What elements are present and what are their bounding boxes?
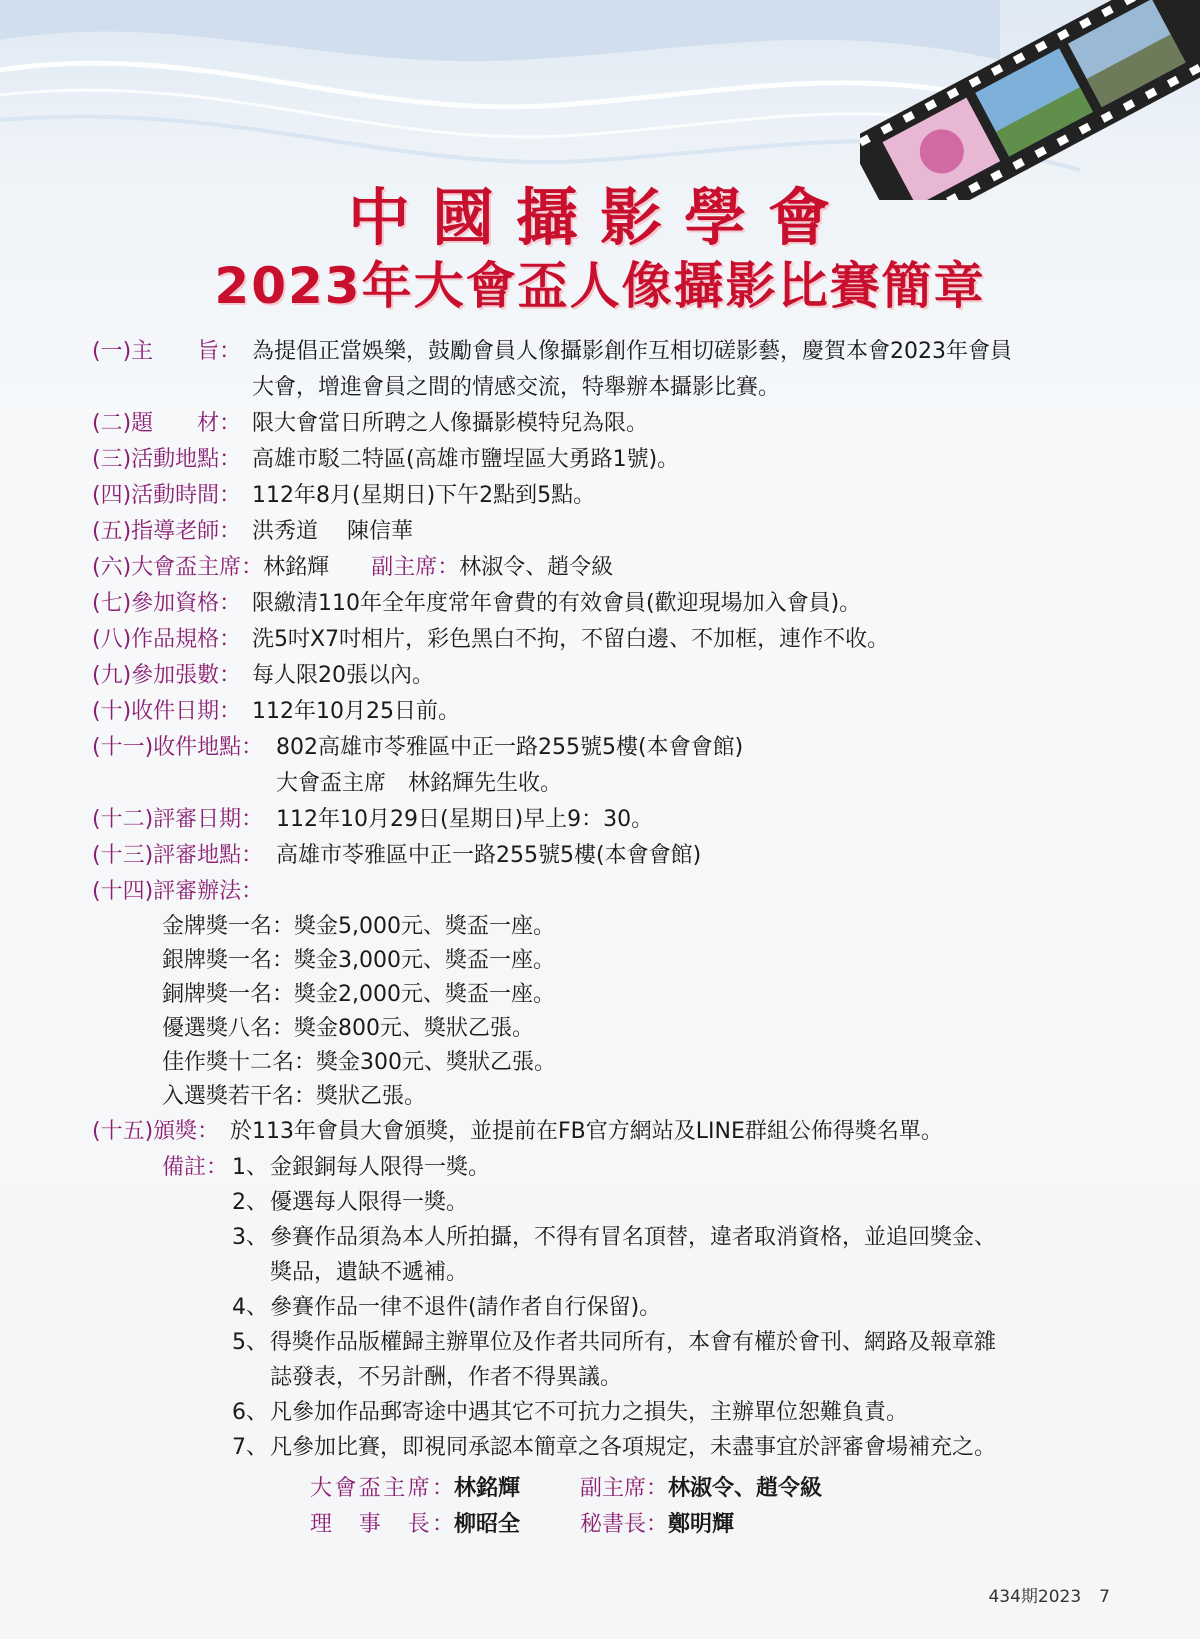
item-text: 112年8月(星期日)下午2點到5點。	[252, 483, 596, 508]
item-label: (九)參加張數：	[92, 663, 242, 688]
item-judging-date	[92, 802, 1142, 838]
note-number: 3、	[232, 1225, 268, 1250]
signature-role: 秘書長：	[580, 1512, 669, 1537]
note-number: 2、	[232, 1190, 268, 1215]
item-text: 每人限20張以內。	[252, 663, 434, 688]
item-instructors	[92, 514, 1142, 550]
item-label: (十二)評審日期：	[92, 807, 264, 832]
item-label: (十一)收件地點：	[92, 735, 264, 760]
item-judging-venue	[92, 838, 1142, 874]
item-label: (四)活動時間：	[92, 483, 242, 508]
item-text: 洗5吋X7吋相片，彩色黑白不拘，不留白邊、不加框，連作不收。	[252, 627, 890, 652]
note-text: 凡參加作品郵寄途中遇其它不可抗力之損失，主辦單位恕難負責。	[270, 1400, 909, 1425]
award-silver: 銀牌獎一名：獎金3,000元、獎盃一座。	[162, 948, 555, 973]
item-subject	[92, 406, 1142, 442]
item-label: (十三)評審地點：	[92, 843, 264, 868]
page-title: 中國攝影學會	[347, 181, 852, 254]
signature-role: 大會盃主席：	[310, 1476, 454, 1501]
note-text: 得獎作品版權歸主辦單位及作者共同所有，本會有權於會刊、網路及報章雜	[270, 1330, 997, 1355]
note-text: 凡參加比賽，即視同承認本簡章之各項規定，未盡事宜於評審會場補充之。	[270, 1435, 997, 1460]
item-label: (八)作品規格：	[92, 627, 242, 652]
item-eligibility	[92, 586, 1142, 622]
item-text: 林銘輝	[263, 555, 330, 580]
signature-name: 林銘輝	[454, 1476, 521, 1501]
award-merit: 佳作獎十二名：獎金300元、獎狀乙張。	[162, 1050, 556, 1075]
item-label: (十四)評審辦法：	[92, 879, 264, 904]
item-label: (五)指導老師：	[92, 519, 242, 544]
note-item-continued	[232, 1360, 996, 1395]
note-text: 參賽作品須為本人所拍攝，不得有冒名頂替，違者取消資格，並追回獎金、	[270, 1225, 997, 1250]
note-item-continued	[232, 1255, 996, 1290]
rules-content	[92, 334, 1142, 1543]
note-number: 6、	[232, 1400, 268, 1425]
item-text: 112年10月25日前。	[252, 699, 460, 724]
item-text: 限繳清110年全年度常年會費的有效會員(歡迎現場加入會員)。	[252, 591, 862, 616]
page-footer	[970, 1582, 1110, 1607]
award-bronze: 銅牌獎一名：獎金2,000元、獎盃一座。	[162, 982, 555, 1007]
item-text: 大會盃主席 林銘輝先生收。	[276, 771, 563, 796]
note-number: 5、	[232, 1330, 268, 1355]
signature-role: 理 事 長：	[310, 1512, 454, 1537]
item-text: 802高雄市苓雅區中正一路255號5樓(本會會館)	[276, 735, 744, 760]
item-label: (七)參加資格：	[92, 591, 242, 616]
item-judging-method	[92, 874, 1142, 910]
item-mail-address	[92, 730, 1142, 802]
signatures	[310, 1471, 1142, 1543]
item-awarding	[92, 1114, 1142, 1150]
item-text: 限大會當日所聘之人像攝影模特兒為限。	[252, 411, 649, 436]
item-deadline	[92, 694, 1142, 730]
vice-chairman-value: 林淑令、趙令級	[459, 555, 614, 580]
page-number: 7	[1099, 1587, 1110, 1607]
signature-row	[310, 1471, 1142, 1507]
item-label: (六)大會盃主席：	[92, 555, 264, 580]
award-selected: 入選獎若干名：獎狀乙張。	[162, 1084, 427, 1109]
note-item	[232, 1325, 996, 1360]
issue-number: 434期2023	[988, 1587, 1082, 1607]
item-text: 112年10月29日(星期日)早上9：30。	[276, 807, 654, 832]
notes-section	[162, 1150, 1142, 1465]
note-number: 4、	[232, 1295, 268, 1320]
item-label: (一)主 旨：	[92, 339, 242, 364]
note-text: 參賽作品一律不退件(請作者自行保留)。	[270, 1295, 662, 1320]
signature-name: 鄭明輝	[668, 1512, 735, 1537]
item-label: (二)題 材：	[92, 411, 242, 436]
item-text: 大會，增進會員之間的情感交流，特舉辦本攝影比賽。	[252, 375, 781, 400]
item-venue	[92, 442, 1142, 478]
signature-name: 柳昭全	[454, 1512, 521, 1537]
item-chairman	[92, 550, 1142, 586]
note-item	[232, 1220, 996, 1255]
item-time	[92, 478, 1142, 514]
item-text: 高雄市苓雅區中正一路255號5樓(本會會館)	[276, 843, 702, 868]
item-label: (三)活動地點：	[92, 447, 242, 472]
signature-row	[310, 1507, 1142, 1543]
item-text: 於113年會員大會頒獎，並提前在FB官方網站及LINE群組公佈得獎名單。	[230, 1119, 943, 1144]
note-item	[232, 1430, 996, 1465]
notes-label: 備註：	[162, 1155, 229, 1180]
note-item	[232, 1395, 996, 1430]
item-label: (十)收件日期：	[92, 699, 242, 724]
item-spec	[92, 622, 1142, 658]
item-text: 洪秀道 陳信華	[252, 519, 413, 544]
award-gold: 金牌獎一名：獎金5,000元、獎盃一座。	[162, 914, 555, 939]
item-count	[92, 658, 1142, 694]
item-label: (十五)頒獎：	[92, 1119, 220, 1144]
item-text: 高雄市駁二特區(高雄市鹽埕區大勇路1號)。	[252, 447, 680, 472]
signature-role: 副主席：	[580, 1476, 669, 1501]
note-text: 誌發表，不另計酬，作者不得異議。	[270, 1365, 623, 1390]
note-text: 優選每人限得一獎。	[270, 1190, 469, 1215]
item-purpose	[92, 334, 1142, 406]
note-number: 7、	[232, 1435, 268, 1460]
award-excellent: 優選獎八名：獎金800元、獎狀乙張。	[162, 1016, 534, 1041]
signature-name: 林淑令、趙令級	[668, 1476, 823, 1501]
note-item	[232, 1150, 996, 1185]
note-number: 1、	[232, 1155, 268, 1180]
vice-chairman-label: 副主席：	[371, 555, 460, 580]
note-item	[232, 1185, 996, 1220]
page-subtitle: 2023年大會盃人像攝影比賽簡章	[214, 257, 986, 315]
note-item	[232, 1290, 996, 1325]
note-text: 獎品，遺缺不遞補。	[270, 1260, 469, 1285]
note-text: 金銀銅每人限得一獎。	[270, 1155, 491, 1180]
item-text: 為提倡正當娛樂，鼓勵會員人像攝影創作互相切磋影藝，慶賀本會2023年會員	[252, 339, 1012, 364]
